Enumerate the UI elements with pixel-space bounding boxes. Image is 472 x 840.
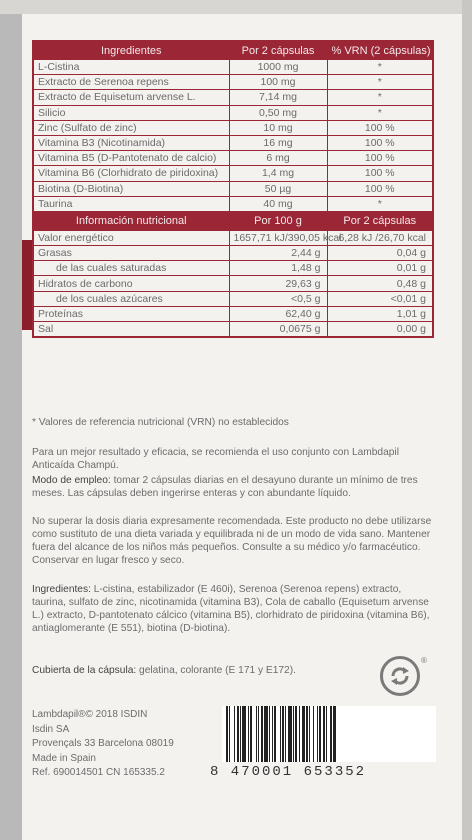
nutrient-per-2-capsules: 1,01 g xyxy=(327,306,433,321)
edge-accent-band xyxy=(22,240,32,330)
footer-line-brand: Lambdapil®© 2018 ISDIN xyxy=(32,709,148,720)
nutrient-per-2-capsules: 0,01 g xyxy=(327,261,433,276)
capsule-label: Cubierta de la cápsula: xyxy=(32,665,137,676)
ingredient-vrn: * xyxy=(327,90,433,105)
vrn-footnote: * Valores de referencia nutricional (VRN) no establecidos xyxy=(32,417,289,428)
table-row xyxy=(33,291,433,306)
nutrient-per-100g: 0,0675 g xyxy=(229,322,327,338)
ingredient-name: Vitamina B5 (D-Pantotenato de calcio) xyxy=(33,151,229,166)
ingredient-vrn: 100 % xyxy=(327,135,433,150)
nutrient-per-2-capsules: 0,04 g xyxy=(327,246,433,261)
ingredient-amount: 1000 mg xyxy=(229,60,327,75)
table-row xyxy=(33,135,433,150)
nutrient-name: Proteínas xyxy=(33,306,229,321)
ingredient-amount: 6 mg xyxy=(229,151,327,166)
ingredient-vrn: 100 % xyxy=(327,181,433,196)
table-row xyxy=(33,196,433,212)
ingredient-name: Biotina (D-Biotina) xyxy=(33,181,229,196)
capsule-text: gelatina, colorante (E 171 y E172). xyxy=(139,665,296,676)
ingredient-amount: 10 mg xyxy=(229,120,327,135)
table-row xyxy=(33,230,433,245)
nutrition-header-row xyxy=(33,212,433,231)
ingredient-name: Silicio xyxy=(33,105,229,120)
nutrient-per-100g: 2,44 g xyxy=(229,246,327,261)
composition-header-row xyxy=(33,41,433,60)
nutrient-per-2-capsules: 0,00 g xyxy=(327,322,433,338)
ingredients-section xyxy=(32,583,432,635)
nutrient-name: Grasas xyxy=(33,246,229,261)
footer-line-address: Provençals 33 Barcelona 08019 xyxy=(32,738,174,749)
table-row xyxy=(33,151,433,166)
nutrient-per-2-capsules: 0,48 g xyxy=(327,276,433,291)
footer-line-company: Isdin SA xyxy=(32,723,70,735)
nutrient-name: Valor energético xyxy=(33,230,229,245)
usage-section xyxy=(32,474,432,500)
warning-text: No superar la dosis diaria expresamente recomendada. Este producto no debe utilizarse como sustituto de una dieta variada y equilibrada ni de un modo de vida sano. Mantener fuera del alcance de los niños más pequeños. Consulte a su médico y/o farmacéutico. Conservar en lugar fresco y seco. xyxy=(32,516,432,566)
table-row xyxy=(33,276,433,291)
barcode-bar xyxy=(336,706,337,762)
footer-line-origin: Made in Spain xyxy=(32,752,96,764)
header-per-2-capsules: Por 2 cápsulas xyxy=(229,41,327,60)
nutrient-name: de las cuales saturadas xyxy=(33,261,229,276)
ingredient-name-text: Extracto de Serenoa repens xyxy=(38,76,169,89)
table-row xyxy=(33,105,433,120)
ingredient-vrn: * xyxy=(327,60,433,75)
ingredient-name xyxy=(33,75,229,90)
composition-and-nutrition-tables xyxy=(32,40,432,338)
header-per-100g: Por 100 g xyxy=(229,212,327,231)
nutrient-per-100g: 1,48 g xyxy=(229,261,327,276)
capsule-section xyxy=(32,664,372,677)
ingredient-vrn: * xyxy=(327,105,433,120)
header-vrn: % VRN (2 cápsulas) xyxy=(327,41,433,60)
ingredient-amount: 50 µg xyxy=(229,181,327,196)
ingredients-text: L-cistina, estabilizador (E 460i), Serenoa (Serenoa repens) extracto, taurina, sulfato de zinc, nicotinamida (vitamina B3), Cola de caballo (Equisetum arvense L.) extracto, D-pantotenato cálcico (vitamina B5), clorhidrato de piridoxina (vitamina B6), antiaglomerante (E 551), biotina (D-biotina). xyxy=(32,584,430,634)
ingredient-name: L-Cistina xyxy=(33,60,229,75)
barcode xyxy=(222,706,436,762)
ingredient-amount: 1,4 mg xyxy=(229,166,327,181)
nutrition-table xyxy=(32,211,434,338)
nutrient-per-100g: 62,40 g xyxy=(229,306,327,321)
ingredient-name: Vitamina B6 (Clorhidrato de piridoxina) xyxy=(33,166,229,181)
recycle-icon xyxy=(380,656,420,696)
ingredient-vrn: * xyxy=(327,75,433,90)
nutrient-per-100g: <0,5 g xyxy=(229,291,327,306)
ingredient-name: Taurina xyxy=(33,196,229,212)
nutrient-name: Sal xyxy=(33,322,229,338)
table-row xyxy=(33,322,433,338)
table-row xyxy=(33,306,433,321)
ingredient-vrn: 100 % xyxy=(327,166,433,181)
composition-table xyxy=(32,40,434,213)
box-top-edge xyxy=(0,0,472,14)
box-right-edge xyxy=(462,0,472,840)
nutrient-per-100g: 1657,71 kJ/390,05 kcal xyxy=(229,230,327,245)
ingredient-amount: 7,14 mg xyxy=(229,90,327,105)
usage-label: Modo de empleo: xyxy=(32,475,111,486)
ingredient-vrn: * xyxy=(327,196,433,212)
ingredient-vrn: 100 % xyxy=(327,120,433,135)
ingredients-label: Ingredientes: xyxy=(32,584,91,595)
ingredient-amount: 100 mg xyxy=(229,75,327,90)
barcode-bars xyxy=(226,706,432,762)
table-row xyxy=(33,60,433,75)
nutrient-per-2-capsules: <0,01 g xyxy=(327,291,433,306)
ingredient-name: Extracto de Equisetum arvense L. xyxy=(33,90,229,105)
usage-text: tomar 2 cápsulas diarias en el desayuno durante un mínimo de tres meses. Las cápsulas deben ingerirse enteras y con abundante líquido. xyxy=(32,475,418,499)
table-row xyxy=(33,90,433,105)
header-per-2-capsules: Por 2 cápsulas xyxy=(327,212,433,231)
ingredient-name: Vitamina B3 (Nicotinamida) xyxy=(33,135,229,150)
ingredient-vrn: 100 % xyxy=(327,151,433,166)
barcode-number: 8 470001 653352 xyxy=(210,764,367,780)
ingredient-name: Zinc (Sulfato de zinc) xyxy=(33,120,229,135)
ingredient-amount: 40 mg xyxy=(229,196,327,212)
nutrient-per-2-capsules: 6,28 kJ /26,70 kcal xyxy=(327,230,433,245)
manufacturer-footer xyxy=(32,708,174,781)
table-row xyxy=(33,166,433,181)
header-nutrition-info: Información nutricional xyxy=(33,212,229,231)
nutrient-name: Hidratos de carbono xyxy=(33,276,229,291)
ingredient-amount: 16 mg xyxy=(229,135,327,150)
footer-line-reference: Ref. 690014501 CN 165335.2 xyxy=(32,767,165,778)
box-side-shadow xyxy=(0,0,22,840)
nutrient-per-100g: 29,63 g xyxy=(229,276,327,291)
table-row xyxy=(33,75,433,90)
recommendation-text: Para un mejor resultado y eficacia, se recomienda el uso conjunto con Lambdapil Anticaída Champú. xyxy=(32,447,399,471)
table-row xyxy=(33,181,433,196)
nutrient-name: de los cuales azúcares xyxy=(33,291,229,306)
ingredient-amount: 0,50 mg xyxy=(229,105,327,120)
table-row xyxy=(33,120,433,135)
table-row xyxy=(33,261,433,276)
table-row xyxy=(33,246,433,261)
registered-mark: ® xyxy=(421,656,427,665)
header-ingredients: Ingredientes xyxy=(33,41,229,60)
